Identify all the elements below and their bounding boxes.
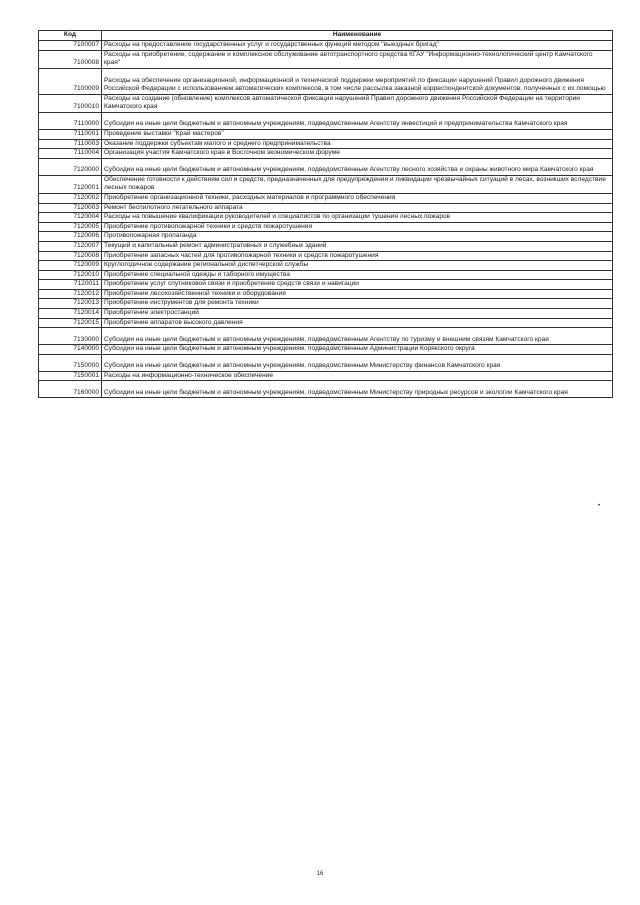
row-name: Приобретение лесохозяйственной техники и оборудования — [102, 289, 613, 299]
row-code: 7160000 — [39, 381, 102, 398]
row-name: Приобретение организационной техники, расходных материалов и программного обеспечения — [102, 193, 613, 203]
table-row — [39, 222, 613, 232]
row-code: 7100007 — [39, 41, 102, 51]
row-code: 7120008 — [39, 251, 102, 261]
row-name: Расходы на повышение квалификации руководителей и специалистов по организации тушения лесных пожаров — [102, 213, 613, 223]
row-name: Субсидии на иные цели бюджетным и автономным учреждениям, подведомственным Агентству по туризму и внешним связям Камчатского края — [102, 328, 613, 345]
row-name: Проведение выставки "Край мастеров" — [102, 129, 613, 139]
row-code: 7150000 — [39, 354, 102, 371]
table-row — [39, 345, 613, 355]
row-name: Приобретение запасных частей для противопожарной техники и средств пожаротушения — [102, 251, 613, 261]
row-name: Субсидии на иные цели бюджетным и автономным учреждениям, подведомственным Министерству финансов Камчатского края — [102, 354, 613, 371]
row-name: Приобретение инструментов для ремонта техники — [102, 299, 613, 309]
row-name: Приобретение специальной одежды и таборного имущества — [102, 270, 613, 280]
row-code: 7120010 — [39, 270, 102, 280]
row-name: Расходы на предоставление государственных услуг и государственных функций методом "выездных бригад" — [102, 41, 613, 51]
document-sheet — [38, 30, 612, 398]
budget-codes-table — [38, 30, 613, 398]
header-code: Код — [39, 31, 102, 41]
table-row — [39, 68, 613, 94]
table-row — [39, 280, 613, 290]
row-name: Субсидии на иные цели бюджетным и автономным учреждениям, подведомственным Агентству инвестиций и предпринимательства Камчатского края — [102, 112, 613, 129]
row-code: 7110000 — [39, 112, 102, 129]
row-name: Расходы на информационно-техническое обеспечение — [102, 371, 613, 381]
table-row — [39, 175, 613, 193]
table-row — [39, 193, 613, 203]
table-row — [39, 289, 613, 299]
table-row — [39, 129, 613, 139]
table-row — [39, 251, 613, 261]
row-name: Оказание поддержки субъектам малого и среднего предпринимательства — [102, 139, 613, 149]
table-row — [39, 299, 613, 309]
row-name: Организация участия Камчатского края в Восточном экономическом форуме — [102, 149, 613, 159]
row-code: 7120002 — [39, 193, 102, 203]
row-code: 7110003 — [39, 139, 102, 149]
table-row — [39, 41, 613, 51]
row-code: 7110004 — [39, 149, 102, 159]
table-row — [39, 158, 613, 175]
row-code: 7100008 — [39, 50, 102, 68]
table-row — [39, 371, 613, 381]
row-code: 7110001 — [39, 129, 102, 139]
table-row — [39, 318, 613, 328]
row-code: 7120009 — [39, 261, 102, 271]
row-name: Приобретение противопожарной техники и средств пожаротушения — [102, 222, 613, 232]
table-row — [39, 139, 613, 149]
row-name: Субсидии на иные цели бюджетным и автономным учреждениям, подведомственным Администрации Корякского округа — [102, 345, 613, 355]
table-row — [39, 112, 613, 129]
table-row — [39, 50, 613, 68]
header-name: Наименование — [102, 31, 613, 41]
row-name: Противопожарная пропаганда — [102, 232, 613, 242]
table-row — [39, 261, 613, 271]
table-row — [39, 213, 613, 223]
row-code: 7120005 — [39, 222, 102, 232]
row-code: 7120006 — [39, 232, 102, 242]
row-name: Приобретение аппаратов высокого давления — [102, 318, 613, 328]
row-code: 7100010 — [39, 94, 102, 112]
row-name: Субсидии на иные цели бюджетным и автономным учреждениям, подведомственным Агентству лесного хозяйства и охраны животного мира Камчатского края — [102, 158, 613, 175]
table-row — [39, 241, 613, 251]
row-name: Расходы на приобретение, содержание и комплексное обслуживание автотранспортного средства КГАУ "Информационно-технологический центр Камчатского края" — [102, 50, 613, 68]
row-name: Субсидии на иные цели бюджетным и автономным учреждениям, подведомственным Министерству природных ресурсов и экологии Камчатского края — [102, 381, 613, 398]
row-code: 7120003 — [39, 203, 102, 213]
row-code: 7150001 — [39, 371, 102, 381]
row-name: Обеспечение готовности к действиям сил и средств, предназначенных для предупреждения и ликвидации чрезвычайных ситуаций в лесах, возникших вследствие лесных пожаров — [102, 175, 613, 193]
row-name: Круглогодичное содержание региональной диспетчерской службы — [102, 261, 613, 271]
row-code: 7120000 — [39, 158, 102, 175]
row-code: 7120004 — [39, 213, 102, 223]
table-row — [39, 309, 613, 319]
row-code: 7120014 — [39, 309, 102, 319]
table-row — [39, 270, 613, 280]
page-number: 16 — [316, 871, 324, 877]
table-row — [39, 328, 613, 345]
table-header-row — [39, 31, 613, 41]
row-code: 7100009 — [39, 68, 102, 94]
row-name: Ремонт беспилотного летательного аппарата — [102, 203, 613, 213]
row-code: 7120001 — [39, 175, 102, 193]
row-name: Расходы на обеспечение организационной, информационной и технической поддержки мероприятий по фиксации нарушений Правил дорожного движения Российской Федерации с использованием автоматических комплексов, в том числе рассылка заказной корреспондентской документов, полученных с их помощью — [102, 68, 613, 94]
row-code: 7130000 — [39, 328, 102, 345]
table-row — [39, 232, 613, 242]
table-row — [39, 94, 613, 112]
row-code: 7120011 — [39, 280, 102, 290]
row-name: Приобретение услуг спутниковой связи и приобретение средств связи и навигации — [102, 280, 613, 290]
row-name: Текущий и капитальный ремонт административных и служебных зданий — [102, 241, 613, 251]
table-row — [39, 203, 613, 213]
table-body — [39, 41, 613, 398]
row-name: Расходы на создание (обновление) комплексов автоматической фиксации нарушений Правил дорожного движения Российской Федерации на территории Камчатского края — [102, 94, 613, 112]
row-code: 7120007 — [39, 241, 102, 251]
row-name: Приобретение электростанций — [102, 309, 613, 319]
row-code: 7120013 — [39, 299, 102, 309]
table-row — [39, 381, 613, 398]
margin-mark: • — [598, 503, 601, 509]
row-code: 7120012 — [39, 289, 102, 299]
table-row — [39, 149, 613, 159]
row-code: 7120015 — [39, 318, 102, 328]
table-row — [39, 354, 613, 371]
row-code: 7140000 — [39, 345, 102, 355]
